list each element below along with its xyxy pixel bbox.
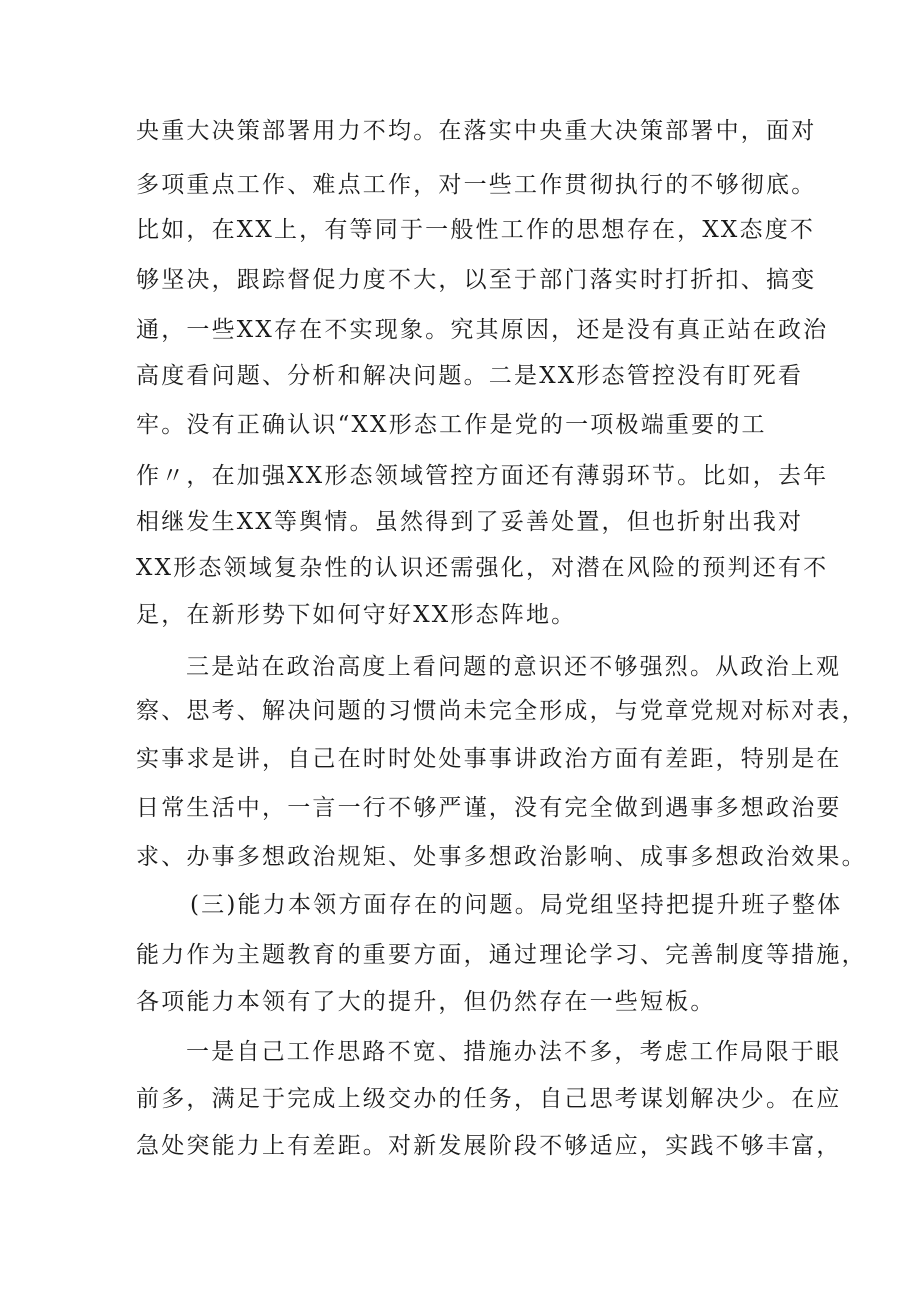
text-line: 求、办事多想政治规矩、处事多想政治影响、成事多想政治效果。 xyxy=(136,844,867,870)
text-line: 比如，在XX上，有等同于一般性工作的思想存在，XX态度不 xyxy=(136,217,816,243)
text-line: XX形态领域复杂性的认识还需强化，对潜在风险的预判还有不 xyxy=(136,555,829,581)
text-line: 高度看问题、分析和解决问题。二是XX形态管控没有盯死看 xyxy=(136,363,804,389)
text-line: 急处突能力上有差距。对新发展阶段不够适应，实践不够丰富， xyxy=(136,1133,842,1159)
text-line: 三是站在政治高度上看问题的意识还不够强烈。从政治上观 xyxy=(186,654,842,680)
text-line: 相继发生XX等舆情。虽然得到了妥善处置，但也折射出我对 xyxy=(136,509,804,535)
text-line: 一是自己工作思路不宽、措施办法不多，考虑工作局限于眼 xyxy=(186,1039,842,1065)
text-line: 通，一些XX存在不实现象。究其原因，还是没有真正站在政治 xyxy=(136,317,829,343)
text-line: 实事求是讲，自己在时时处处事事讲政治方面有差距，特别是在 xyxy=(136,746,842,772)
text-line: 日常生活中，一言一行不够严谨，没有完全做到遇事多想政治要 xyxy=(136,795,842,821)
text-line: (三)能力本领方面存在的问题。局党组坚持把提升班子整体 xyxy=(190,892,843,918)
text-line: 多项重点工作、难点工作，对一些工作贯彻执行的不够彻底。 xyxy=(136,172,817,198)
text-line: 能力作为主题教育的重要方面，通过理论学习、完善制度等措施， xyxy=(136,942,867,968)
text-line: 各项能力本领有了大的提升，但仍然存在一些短板。 xyxy=(136,989,716,1015)
text-line: 作〃，在加强XX形态领域管控方面还有薄弱环节。比如，去年 xyxy=(136,463,829,489)
text-line: 牢。没有正确认识“XX形态工作是党的一项极端重要的工 xyxy=(136,412,767,438)
text-line: 足，在新形势下如何守好XX形态阵地。 xyxy=(136,602,577,628)
text-line: 前多，满足于完成上级交办的任务，自己思考谋划解决少。在应 xyxy=(136,1086,842,1112)
text-line: 央重大决策部署用力不均。在落实中央重大决策部署中，面对 xyxy=(136,118,817,144)
text-line: 够坚决，跟踪督促力度不大，以至于部门落实时打折扣、搞变 xyxy=(136,267,817,293)
text-line: 察、思考、解决问题的习惯尚未完全形成，与党章党规对标对表， xyxy=(136,698,867,724)
